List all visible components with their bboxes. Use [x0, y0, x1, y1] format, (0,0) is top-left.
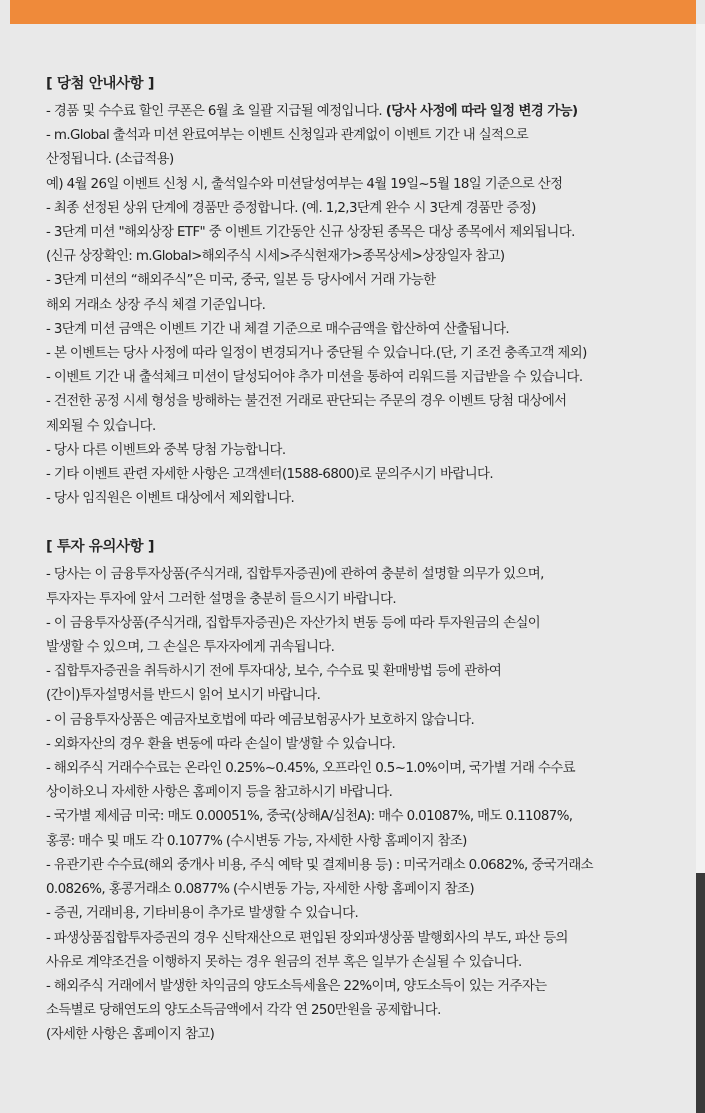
list-item: [46, 487, 686, 511]
list-item: [46, 902, 686, 926]
header-accent-bar: [10, 0, 696, 24]
list-item: [46, 975, 686, 1048]
list-item-line: - 기타 이벤트 관련 자세한 사항은 고객센터(1588-6800)로 문의주시기 바랍니다.: [46, 467, 494, 483]
list-item-line: 예) 4월 26일 이벤트 신청 시, 출석일수와 미션달성여부는 4월 19일~5월 18일 기준으로 산정: [46, 176, 563, 192]
list-item: [46, 439, 686, 463]
list-item-line: - 증권, 거래비용, 기타비용이 추가로 발생할 수 있습니다.: [46, 906, 359, 922]
list-item: [46, 733, 686, 757]
list-item-line: - 이 금융투자상품(주식거래, 집합투자증권)은 자산가치 변동 등에 따라 투자원금의 손실이: [46, 615, 541, 631]
list-item-line: - 파생상품집합투자증권의 경우 신탁재산으로 편입된 장외파생상품 발행회사의 부도, 파산 등의: [46, 930, 568, 946]
list-item-line: - 유관기관 수수료(해외 중개사 비용, 주식 예탁 및 결제비용 등) : 미국거래소 0.0682%, 중국거래소: [46, 857, 594, 873]
winning-notice-list: [46, 100, 686, 511]
list-item: [46, 342, 686, 366]
list-item-line: - 3단계 미션 "해외상장 ETF" 중 이벤트 기간동안 신규 상장된 종목은 대상 종목에서 제외됩니다.: [46, 225, 575, 241]
list-item: [46, 390, 686, 438]
section-title-investment-caution: [ 투자 유의사항 ]: [46, 539, 155, 556]
list-item: [46, 197, 686, 221]
list-item-line: - 당사 다른 이벤트와 중복 당첨 가능합니다.: [46, 442, 286, 458]
list-item-line: 해외 거래소 상장 주식 체결 기준입니다.: [46, 297, 266, 313]
list-item: [46, 100, 686, 124]
list-item-line: - 외화자산의 경우 환율 변동에 따라 손실이 발생할 수 있습니다.: [46, 736, 396, 752]
list-item-line: - 최종 선정된 상위 단계에 경품만 증정합니다. (예. 1,2,3단계 완수 시 3단계 경품만 증정): [46, 200, 536, 216]
list-item: [46, 463, 686, 487]
list-item: [46, 563, 686, 611]
list-item: [46, 318, 686, 342]
list-item-line: 산정됩니다. (소급적용): [46, 152, 174, 168]
section-title-winning-notice: [ 당첨 안내사항 ]: [46, 76, 155, 92]
list-item-line: - 본 이벤트는 당사 사정에 따라 일정이 변경되거나 중단될 수 있습니다.(단, 기 조건 충족고객 제외): [46, 346, 587, 362]
list-item: [46, 805, 686, 853]
list-item: [46, 854, 686, 902]
list-item-line: - m.Global 출석과 미션 완료여부는 이벤트 신청일과 관계없이 이벤트 기간 내 실적으로: [46, 128, 529, 144]
list-item: [46, 366, 686, 390]
list-item: [46, 124, 686, 197]
list-item: [46, 709, 686, 733]
list-item-line: - 해외주식 거래에서 발생한 차익금의 양도소득세율은 22%이며, 양도소득이 있는 거주자는: [46, 978, 547, 994]
list-item: [46, 221, 686, 269]
list-item-line: (자세한 사항은 홈페이지 참고): [46, 1027, 215, 1043]
list-item: [46, 927, 686, 975]
list-item-line: 0.0826%, 홍콩거래소 0.0877% (수시변동 가능, 자세한 사항 홈페이지 참조): [46, 882, 474, 898]
list-item-line: [46, 100, 686, 124]
list-item-line: - 해외주식 거래수수료는 온라인 0.25%~0.45%, 오프라인 0.5~1.0%이며, 국가별 거래 수수료: [46, 761, 575, 777]
list-item-line: - 이벤트 기간 내 출석체크 미션이 달성되어야 추가 미션을 통하여 리워드를 지급받을 수 있습니다.: [46, 370, 583, 386]
list-item-line: 투자자는 투자에 앞서 그러한 설명을 충분히 들으시기 바랍니다.: [46, 591, 396, 607]
notice-content: [46, 72, 686, 1048]
list-item-line: - 3단계 미션의 “해외주식”은 미국, 중국, 일본 등 당사에서 거래 가능한: [46, 273, 436, 289]
list-item: [46, 269, 686, 317]
scrollbar-thumb[interactable]: [696, 873, 705, 1113]
emphasis-text: (당사 사정에 따라 일정 변경 가능): [385, 104, 578, 119]
list-item-line: (간이)투자설명서를 반드시 읽어 보시기 바랍니다.: [46, 688, 321, 704]
list-item-line: - 당사는 이 금융투자상품(주식거래, 집합투자증권)에 관하여 충분히 설명할 의무가 있으며,: [46, 567, 544, 583]
list-item-line: 소득별로 당해연도의 양도소득금액에서 각각 연 250만원을 공제합니다.: [46, 1003, 441, 1019]
list-item-line: - 이 금융투자상품은 예금자보호법에 따라 예금보험공사가 보호하지 않습니다.: [46, 712, 475, 728]
list-item-line: - 집합투자증권을 취득하시기 전에 투자대상, 보수, 수수료 및 환매방법 등에 관하여: [46, 664, 502, 680]
list-item: [46, 660, 686, 708]
list-item-line: - 국가별 제세금 미국: 매도 0.00051%, 중국(상해A/심천A): 매수 0.01087%, 매도 0.11087%,: [46, 809, 573, 825]
list-item-line: 제외될 수 있습니다.: [46, 418, 156, 434]
list-item-line: 상이하오니 자세한 사항은 홈페이지 등을 참고하시기 바랍니다.: [46, 785, 393, 801]
list-item-line: - 건전한 공정 시세 형성을 방해하는 불건전 거래로 판단되는 주문의 경우 이벤트 당첨 대상에서: [46, 394, 567, 410]
list-item-line: 발생할 수 있으며, 그 손실은 투자자에게 귀속됩니다.: [46, 640, 335, 656]
investment-caution-list: [46, 563, 686, 1047]
list-item-line: (신규 상장확인: m.Global>해외주식 시세>주식현재가>종목상세>상장일자 참고): [46, 249, 505, 265]
list-item-line: 홍콩: 매수 및 매도 각 0.1077% (수시변동 가능, 자세한 사항 홈페이지 참조): [46, 833, 467, 849]
list-item-line: - 당사 임직원은 이벤트 대상에서 제외합니다.: [46, 491, 295, 507]
list-item-line: - 3단계 미션 금액은 이벤트 기간 내 체결 기준으로 매수금액을 합산하여 산출됩니다.: [46, 321, 510, 337]
list-item: [46, 757, 686, 805]
list-item-text: - 경품 및 수수료 할인 쿠폰은 6월 초 일괄 지급될 예정입니다.: [46, 104, 386, 119]
list-item: [46, 612, 686, 660]
list-item-line: 사유로 계약조건을 이행하지 못하는 경우 원금의 전부 혹은 일부가 손실될 수 있습니다.: [46, 954, 522, 970]
